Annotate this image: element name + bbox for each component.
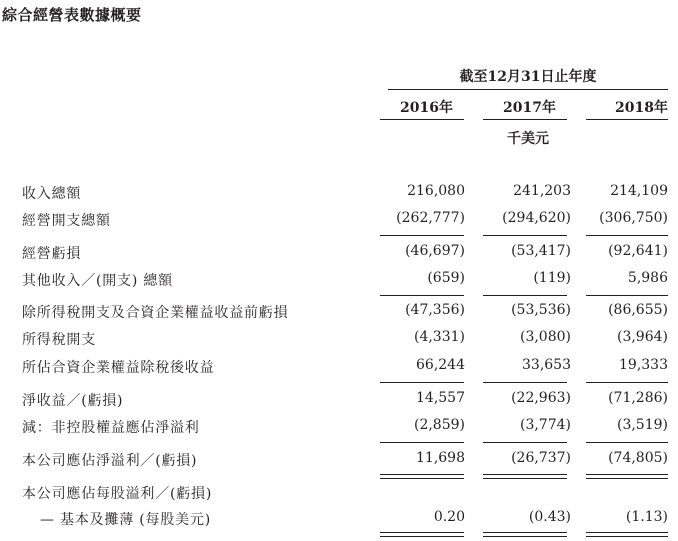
value-2018: (306,750)	[599, 210, 668, 226]
value-2016: (2,859)	[413, 417, 465, 433]
subtotal-rule	[483, 295, 567, 296]
subtotal-rule	[380, 235, 464, 236]
row-label: 減：非控股權益應佔淨溢利	[22, 420, 200, 436]
year-2018-header: 2018年	[615, 100, 668, 116]
value-2018: (74,805)	[608, 450, 668, 466]
total-double-rule	[586, 532, 668, 537]
value-2017: (53,417)	[511, 243, 571, 259]
row-label: 經營開支總額	[22, 213, 111, 229]
value-2016: 11,698	[416, 450, 465, 466]
value-2017: (22,963)	[511, 390, 571, 406]
year-2017-header: 2017年	[503, 100, 556, 116]
value-2018: (3,519)	[616, 417, 668, 433]
value-2018: (71,286)	[608, 390, 668, 406]
row-label: 收入總額	[22, 186, 82, 202]
value-2017: 241,203	[513, 183, 571, 199]
subtotal-rule	[586, 442, 668, 443]
table-row	[0, 483, 678, 505]
value-2017: (294,620)	[502, 210, 571, 226]
value-2018: 5,986	[627, 270, 668, 286]
subtotal-rule	[380, 382, 464, 383]
period-header: 截至12月31日止年度	[459, 69, 597, 85]
value-2016: (47,356)	[405, 302, 465, 318]
subtotal-rule	[483, 382, 567, 383]
page-title: 綜合經營表數據概要	[2, 6, 142, 24]
year-2016-rule	[380, 119, 464, 120]
table-row	[0, 329, 678, 351]
value-2017: 33,653	[522, 357, 571, 373]
row-label: 本公司應佔淨溢利／(虧損)	[22, 453, 198, 469]
total-double-rule	[380, 532, 464, 537]
table-row	[0, 210, 678, 232]
subtotal-rule	[586, 235, 668, 236]
year-2016-header: 2016年	[400, 100, 453, 116]
row-label: 除所得稅開支及合資企業權益收益前虧損	[22, 305, 289, 321]
table-row	[0, 243, 678, 265]
subtotal-rule	[380, 442, 464, 443]
row-label: 所得稅開支	[22, 332, 96, 348]
table-row	[0, 183, 678, 205]
total-double-rule	[483, 532, 567, 537]
subtotal-rule	[586, 382, 668, 383]
row-label: — 基本及攤薄 (每股美元)	[40, 512, 212, 528]
table-row	[0, 302, 678, 324]
subtotal-rule	[586, 295, 668, 296]
total-double-rule	[483, 474, 567, 479]
value-2017: (26,737)	[511, 450, 571, 466]
value-2017: (0.43)	[528, 509, 571, 525]
year-2018-rule	[586, 119, 668, 120]
subtotal-rule	[483, 442, 567, 443]
value-2018: (86,655)	[608, 302, 668, 318]
table-row	[0, 357, 678, 379]
total-double-rule	[380, 474, 464, 479]
value-2016: 14,557	[416, 390, 465, 406]
value-2017: (119)	[533, 270, 571, 286]
value-2018: 214,109	[610, 183, 668, 199]
value-2018: (92,641)	[608, 243, 668, 259]
table-row	[0, 390, 678, 412]
row-label: 淨收益／(虧損)	[22, 393, 124, 409]
table-row	[0, 270, 678, 292]
value-2016: 0.20	[433, 509, 465, 525]
value-2017: (3,774)	[519, 417, 571, 433]
period-rule	[388, 89, 668, 90]
value-2018: 19,333	[619, 357, 668, 373]
subtotal-rule	[483, 235, 567, 236]
value-2017: (53,536)	[511, 302, 571, 318]
value-2016: (46,697)	[405, 243, 465, 259]
total-double-rule	[586, 474, 668, 479]
value-2016: (659)	[427, 270, 465, 286]
year-2017-rule	[483, 119, 567, 120]
table-row	[0, 509, 678, 531]
row-label: 經營虧損	[22, 246, 82, 262]
subtotal-rule	[380, 295, 464, 296]
row-label: 所佔合資企業權益除稅後收益	[22, 360, 215, 376]
value-2016: (262,777)	[396, 210, 465, 226]
table-row	[0, 417, 678, 439]
table-row	[0, 450, 678, 472]
row-label: 本公司應佔每股溢利／(虧損)	[22, 486, 213, 502]
value-2018: (1.13)	[625, 509, 668, 525]
value-2016: (4,331)	[413, 329, 465, 345]
value-2016: 216,080	[407, 183, 465, 199]
value-2018: (3,964)	[616, 329, 668, 345]
row-label: 其他收入／(開支) 總額	[22, 273, 173, 289]
value-2016: 66,244	[416, 357, 465, 373]
value-2017: (3,080)	[519, 329, 571, 345]
unit-label: 千美元	[507, 131, 549, 147]
